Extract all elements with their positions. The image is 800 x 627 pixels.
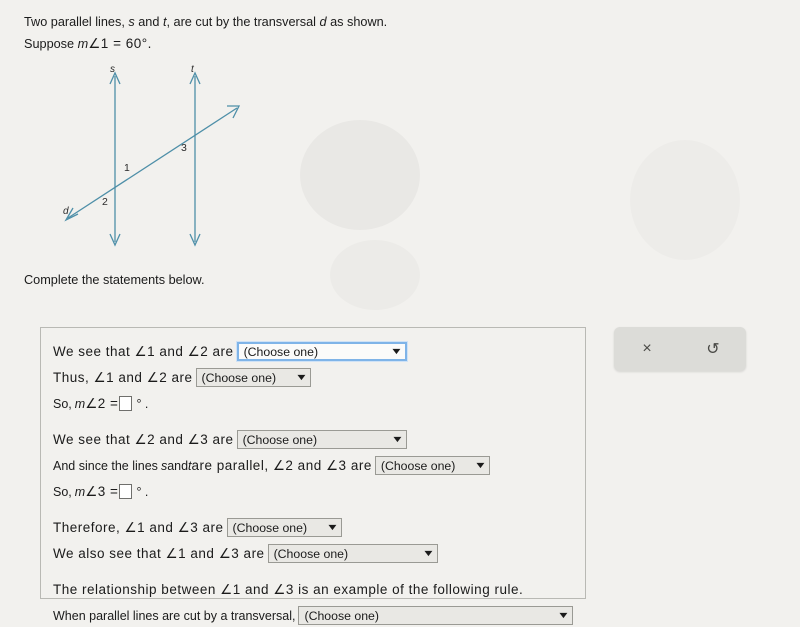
- input-measure-angle3[interactable]: [119, 484, 132, 499]
- chevron-down-icon: ▼: [389, 346, 403, 356]
- dropdown-value: (Choose one): [304, 608, 379, 623]
- statement-row-4-1: [53, 578, 573, 601]
- scan-artifact: [630, 140, 740, 260]
- statement-row-2-2: [53, 454, 573, 477]
- dropdown-angle2-angle3-relation[interactable]: [237, 430, 407, 449]
- statement-text: ∠3 =: [85, 483, 119, 499]
- figure-label-t: t: [191, 64, 194, 75]
- line-d-arrow-right: [227, 106, 239, 118]
- statement-row-1-1: [53, 340, 573, 363]
- figure-label-d: d: [63, 206, 69, 217]
- dropdown-value: (Choose one): [232, 520, 308, 535]
- dropdown-angle1-angle3-conclusion[interactable]: [227, 518, 342, 537]
- statement-text: And since the lines: [53, 458, 158, 473]
- statement-text: are parallel, ∠2 and ∠3 are: [191, 457, 372, 473]
- statement-group-3: [53, 516, 573, 565]
- geometry-figure-svg: [40, 62, 310, 257]
- tool-panel: [614, 327, 746, 371]
- chevron-down-icon: ▼: [294, 372, 308, 382]
- statement-text: ° .: [136, 484, 149, 499]
- statement-text: So,: [53, 484, 72, 499]
- statement-text: So,: [53, 396, 72, 411]
- scan-artifact: [330, 240, 420, 310]
- chevron-down-icon: ▼: [390, 434, 404, 444]
- dropdown-value: (Choose one): [243, 344, 319, 359]
- answer-panel: [40, 327, 586, 623]
- statement-group-4: [53, 578, 573, 627]
- figure-angle-1: 1: [124, 162, 130, 174]
- statement-text: We see that ∠2 and ∠3 are: [53, 431, 234, 447]
- statement-row-2-3: [53, 480, 573, 503]
- figure-angle-3: 3: [181, 142, 187, 154]
- statement-row-3-2: [53, 542, 573, 565]
- statement-text: t: [188, 458, 192, 473]
- dropdown-value: (Choose one): [273, 546, 349, 561]
- statement-text: Therefore, ∠1 and ∠3 are: [53, 519, 224, 535]
- figure-angle-2: 2: [102, 196, 108, 208]
- statement-group-1: [53, 340, 573, 415]
- statement-text: When parallel lines are cut by a transversal,: [53, 608, 296, 623]
- line-d: [68, 108, 237, 218]
- statement-row-2-1: [53, 428, 573, 451]
- instruction-text: Complete the statements below.: [24, 273, 205, 287]
- problem-statement-line-1: Two parallel lines, s and t, are cut by the transversal d as shown.: [24, 15, 388, 29]
- dropdown-value: (Choose one): [201, 370, 277, 385]
- statement-text: s: [160, 458, 168, 473]
- figure-label-s: s: [110, 64, 115, 75]
- dropdown-parallel-transversal-rule[interactable]: [298, 606, 573, 625]
- statement-group-2: [53, 428, 573, 503]
- statement-text: ° .: [136, 396, 149, 411]
- dropdown-angle1-angle3-relation[interactable]: [268, 544, 438, 563]
- statement-text: Thus, ∠1 and ∠2 are: [53, 369, 193, 385]
- statement-text: We also see that ∠1 and ∠3 are: [53, 545, 265, 561]
- dropdown-angle1-angle2-relation[interactable]: [237, 342, 407, 361]
- statement-text: The relationship between ∠1 and ∠3 is an example of the following rule.: [53, 581, 524, 597]
- statement-text: m: [74, 484, 86, 499]
- input-measure-angle2[interactable]: [119, 396, 132, 411]
- chevron-down-icon: ▼: [473, 460, 488, 470]
- statement-row-4-2: [53, 604, 573, 627]
- statement-row-1-3: [53, 392, 573, 415]
- problem-statement-line-2: Suppose m∠1 = 60°.: [24, 35, 152, 51]
- problem-statement: [24, 12, 624, 55]
- clear-button[interactable]: ×: [642, 340, 652, 357]
- statement-text: and: [167, 458, 189, 473]
- dropdown-angle1-angle2-conclusion[interactable]: [196, 368, 311, 387]
- dropdown-value: (Choose one): [380, 458, 456, 473]
- statement-text: ∠2 =: [85, 395, 119, 411]
- dropdown-value: (Choose one): [242, 432, 318, 447]
- dropdown-angle2-angle3-parallel-conclusion[interactable]: [375, 456, 490, 475]
- scan-artifact: [300, 120, 420, 230]
- chevron-down-icon: ▼: [325, 522, 339, 532]
- statement-text: We see that ∠1 and ∠2 are: [53, 343, 234, 359]
- chevron-down-icon: ▼: [556, 610, 571, 620]
- statement-row-1-2: [53, 366, 573, 389]
- geometry-figure: [40, 62, 310, 257]
- statement-text: m: [74, 396, 86, 411]
- statement-row-3-1: [53, 516, 573, 539]
- undo-button[interactable]: ↺: [706, 341, 720, 358]
- chevron-down-icon: ▼: [421, 548, 435, 558]
